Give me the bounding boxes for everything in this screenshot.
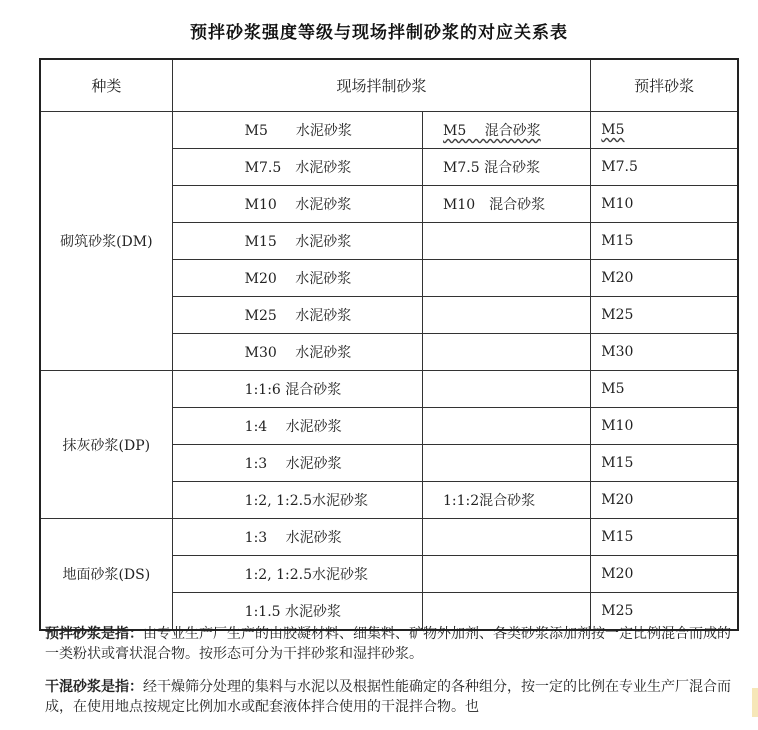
header-premixed: 预拌砂浆: [591, 59, 738, 112]
page-title: 预拌砂浆强度等级与现场拌制砂浆的对应关系表: [190, 23, 568, 43]
site-cement-cell: 1:2, 1:2.5水泥砂浆: [172, 482, 422, 519]
category-cell: 地面砂浆(DS): [40, 519, 172, 631]
site-cement-cell: M10 水泥砂浆: [172, 186, 422, 223]
mortar-correspondence-table: [39, 58, 739, 631]
premix-grade-cell: M20: [591, 482, 738, 519]
table-row: [40, 371, 738, 408]
page-edge-marker: [752, 688, 758, 717]
premix-grade-cell: M20: [591, 556, 738, 593]
definition-notes: [45, 624, 735, 730]
note-term: 干混砂浆是指：: [45, 679, 143, 695]
site-mixed-cell: [423, 334, 591, 371]
note-dry-mixed-mortar: [45, 677, 735, 717]
premix-grade-cell: M5: [591, 371, 738, 408]
site-cement-cell: M20 水泥砂浆: [172, 260, 422, 297]
site-mixed-cell: [423, 371, 591, 408]
site-mixed-cell: [423, 445, 591, 482]
note-premixed-mortar: [45, 624, 735, 664]
table-row: [40, 519, 738, 556]
premix-grade-cell: M20: [591, 260, 738, 297]
site-cement-cell: M25 水泥砂浆: [172, 297, 422, 334]
site-cement-cell: 1:3 水泥砂浆: [172, 445, 422, 482]
site-mixed-cell: [423, 408, 591, 445]
site-cement-cell: M7.5 水泥砂浆: [172, 149, 422, 186]
site-cement-cell: 1:4 水泥砂浆: [172, 408, 422, 445]
premix-grade-cell: M25: [591, 297, 738, 334]
site-cement-cell: 1:3 水泥砂浆: [172, 519, 422, 556]
premix-grade-cell: M15: [591, 223, 738, 260]
site-cement-cell: M15 水泥砂浆: [172, 223, 422, 260]
premix-grade-cell: M7.5: [591, 149, 738, 186]
premix-grade-cell: M30: [591, 334, 738, 371]
site-cement-cell: M30 水泥砂浆: [172, 334, 422, 371]
site-mixed-cell: 1:1:2混合砂浆: [423, 482, 591, 519]
site-mixed-cell: [423, 556, 591, 593]
site-cement-cell: 1:1:6 混合砂浆: [172, 371, 422, 408]
note-term: 预拌砂浆是指：: [45, 626, 143, 642]
premix-grade-cell: M10: [591, 408, 738, 445]
note-text: 由专业生产厂生产的由胶凝材料、细集料、矿物外加剂、各类砂浆添加剂按一定比例混合而成的一类粉状或膏状混合物。按形态可分为干拌砂浆和湿拌砂浆。: [45, 626, 731, 662]
table-row: [40, 112, 738, 149]
premix-grade-cell: M15: [591, 519, 738, 556]
category-cell: 砌筑砂浆(DM): [40, 112, 172, 371]
site-mixed-cell: [423, 297, 591, 334]
site-mixed-cell: M5 混合砂浆: [423, 112, 591, 149]
site-cement-cell: M5 水泥砂浆: [172, 112, 422, 149]
site-mixed-cell: [423, 223, 591, 260]
premix-grade-cell: M25: [591, 593, 738, 631]
site-mixed-cell: [423, 260, 591, 297]
site-mixed-cell: M7.5 混合砂浆: [423, 149, 591, 186]
site-mixed-cell: M10 混合砂浆: [423, 186, 591, 223]
category-cell: 抹灰砂浆(DP): [40, 371, 172, 519]
site-mixed-cell: [423, 519, 591, 556]
premix-grade-cell: M10: [591, 186, 738, 223]
site-cement-cell: 1:2, 1:2.5水泥砂浆: [172, 556, 422, 593]
premix-grade-cell: M15: [591, 445, 738, 482]
header-category: 种类: [40, 59, 172, 112]
header-site-mixed: 现场拌制砂浆: [172, 59, 591, 112]
site-cement-cell: 1:1.5 水泥砂浆: [172, 593, 422, 631]
note-text: 经干燥筛分处理的集料与水泥以及根据性能确定的各种组分，按一定的比例在专业生产厂混合而成，在使用地点按规定比例加水或配套液体拌合使用的干混拌合物。也: [45, 679, 731, 715]
premix-grade-cell: M5: [591, 112, 738, 149]
